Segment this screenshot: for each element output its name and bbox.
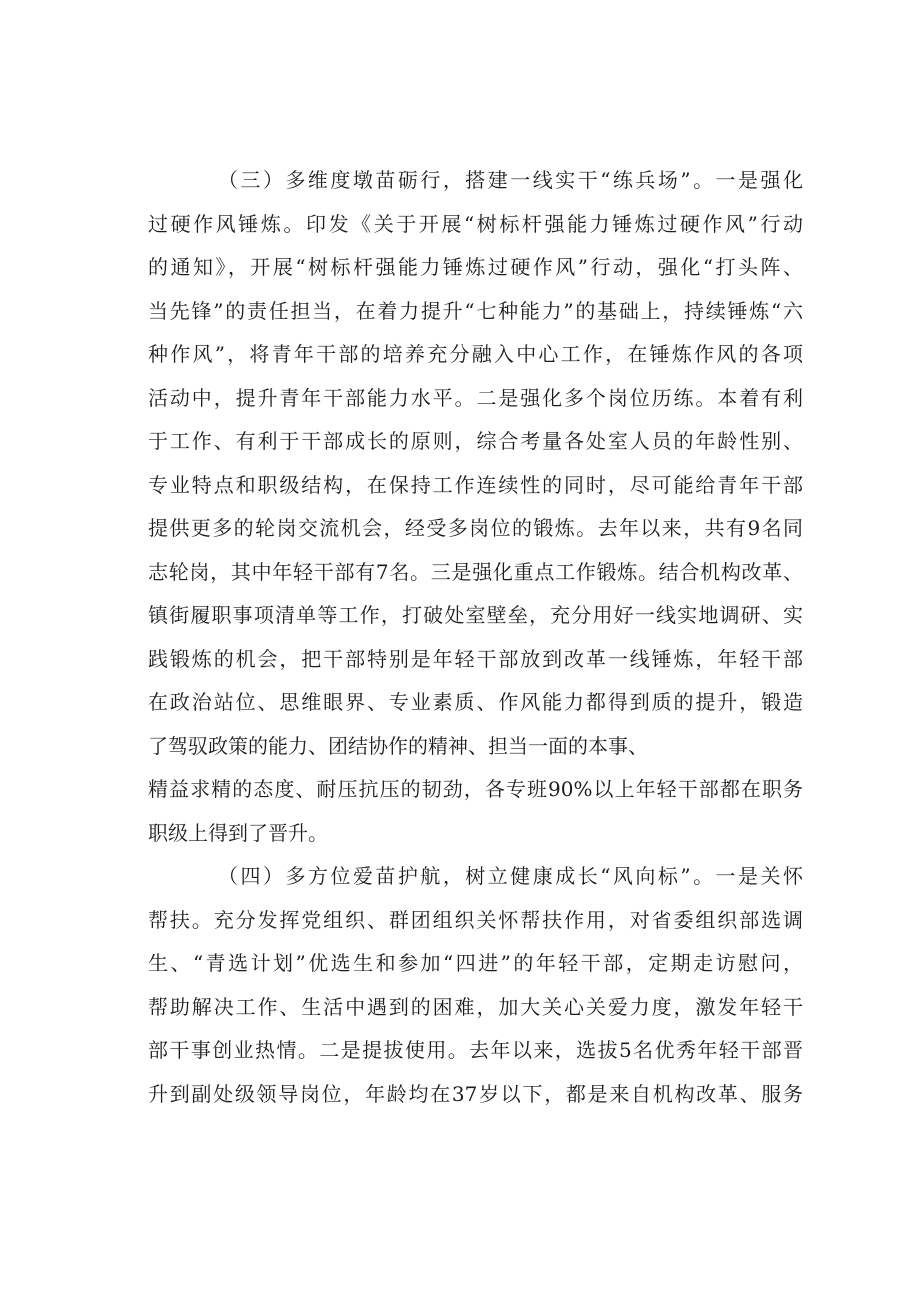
text-line: 升到副处级领导岗位，年龄均在37岁以下，都是来自机构改革、服务 — [148, 1082, 803, 1106]
text-line: 过硬作风锤炼。印发《关于开展“树标杆强能力锤炼过硬作风”行动 — [148, 212, 803, 236]
text-line: 种作风”，将青年干部的培养充分融入中心工作，在锤炼作风的各项 — [148, 342, 803, 366]
text-line: 了驾驭政策的能力、团结协作的精神、担当一面的本事、 — [148, 734, 648, 758]
text-line: 于工作、有利于干部成长的原则，综合考量各处室人员的年龄性别、 — [148, 429, 803, 453]
text-line: 践锻炼的机会，把干部特别是年轻干部放到改革一线锤炼，年轻干部 — [148, 647, 803, 671]
text-line: 专业特点和职级结构，在保持工作连续性的同时，尽可能给青年干部 — [148, 473, 803, 497]
text-line: 镇街履职事项清单等工作，打破处室壁垒，充分用好一线实地调研、实 — [148, 603, 803, 627]
text-line: 在政治站位、思维眼界、专业素质、作风能力都得到质的提升，锻造 — [148, 690, 803, 714]
text-line: 精益求精的态度、耐压抗压的韧劲，各专班90%以上年轻干部都在职务 — [148, 777, 803, 801]
text-line: 帮助解决工作、生活中遇到的困难，加大关心关爱力度，激发年轻干 — [148, 995, 803, 1019]
text-line: 帮扶。充分发挥党组织、群团组织关怀帮扶作用，对省委组织部选调 — [148, 908, 803, 932]
text-line: 活动中，提升青年干部能力水平。二是强化多个岗位历练。本着有利 — [148, 386, 803, 410]
text-line: 提供更多的轮岗交流机会，经受多岗位的锻炼。去年以来，共有9名同 — [148, 516, 803, 540]
text-line: 生、“青选计划”优选生和参加“四进”的年轻干部，定期走访慰问， — [148, 951, 803, 975]
text-line: （四）多方位爱苗护航，树立健康成长“风向标”。一是关怀 — [218, 864, 803, 888]
text-line: 的通知》，开展“树标杆强能力锤炼过硬作风”行动，强化“打头阵、 — [148, 255, 803, 279]
text-line: 部干事创业热情。二是提拔使用。去年以来，选拔5名优秀年轻干部晋 — [148, 1038, 803, 1062]
text-line: 职级上得到了晋升。 — [148, 821, 328, 845]
text-line: 志轮岗，其中年轻干部有7名。三是强化重点工作锻炼。结合机构改革、 — [148, 560, 803, 584]
text-line: （三）多维度墩苗砺行，搭建一线实干“练兵场”。一是强化 — [218, 168, 803, 192]
text-line: 当先锋”的责任担当，在着力提升“七种能力”的基础上，持续锤炼“六 — [148, 299, 803, 323]
